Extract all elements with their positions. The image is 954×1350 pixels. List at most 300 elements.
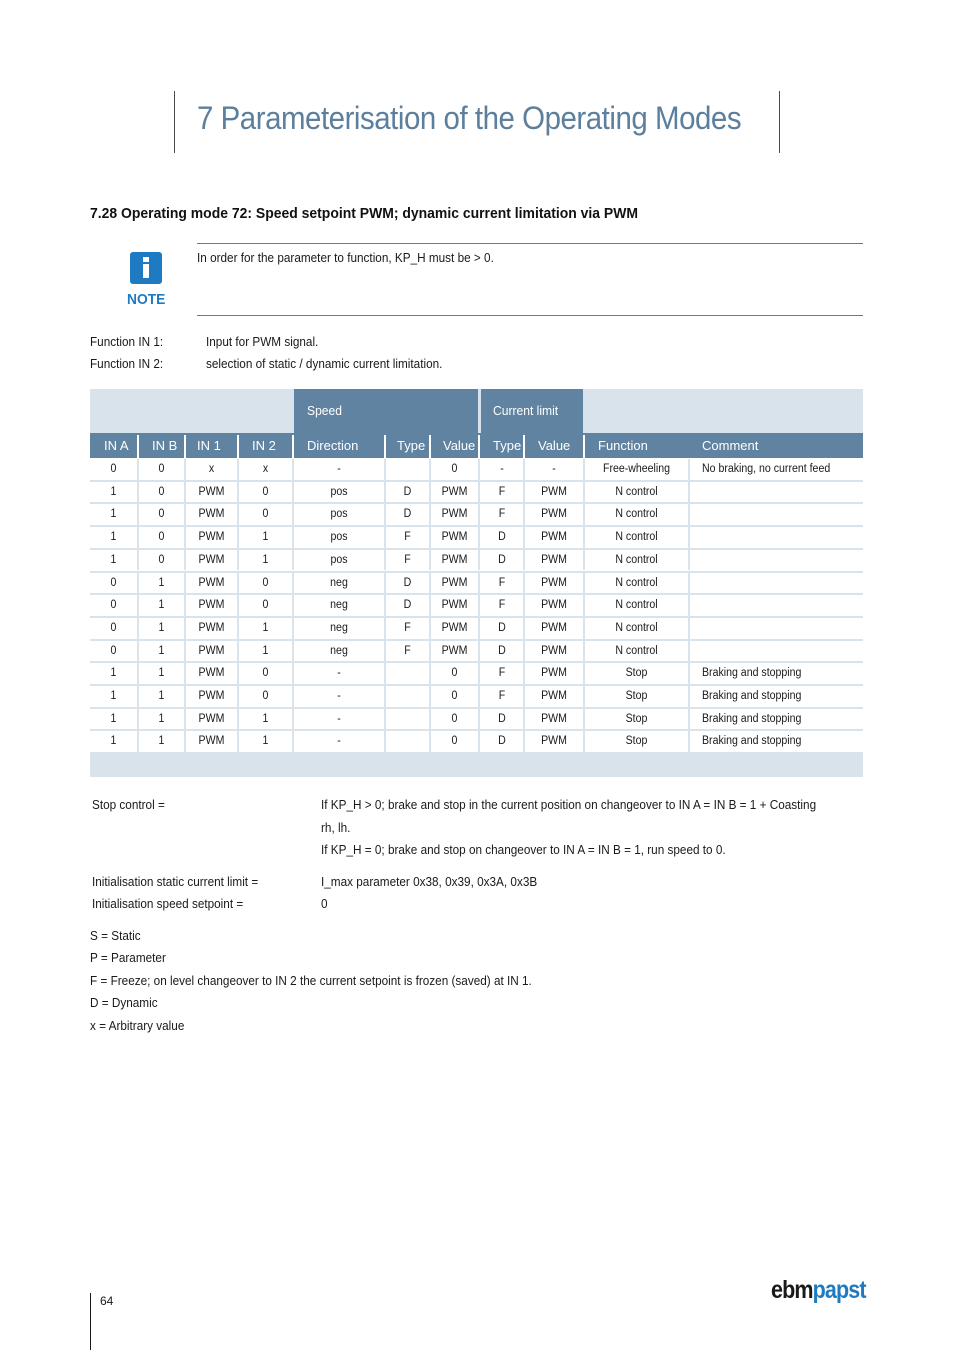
row-divider bbox=[90, 548, 863, 550]
cell-separator bbox=[137, 641, 139, 662]
table-cell: 1 bbox=[110, 485, 117, 498]
cell-separator bbox=[237, 527, 239, 548]
table-cell: neg bbox=[330, 621, 348, 634]
table-cell: Braking and stopping bbox=[702, 735, 802, 748]
table-cell: PWM bbox=[541, 553, 567, 566]
cell-separator bbox=[292, 731, 294, 752]
table-cell: 0 bbox=[451, 463, 458, 475]
speed-group-label: Speed bbox=[307, 403, 342, 418]
table-cell: PWM bbox=[198, 735, 225, 748]
cell-separator bbox=[583, 482, 585, 503]
table-cell: 1 bbox=[262, 644, 269, 657]
table-cell: Braking and stopping bbox=[702, 667, 802, 680]
table-cell: PWM bbox=[441, 576, 468, 589]
cell-separator bbox=[688, 482, 690, 503]
cell-separator bbox=[384, 504, 386, 525]
cell-separator bbox=[237, 595, 239, 616]
table-cell: PWM bbox=[198, 485, 225, 498]
cell-separator bbox=[292, 550, 294, 571]
table-cell: Stop bbox=[625, 712, 648, 725]
cell-separator bbox=[137, 482, 139, 503]
cell-separator bbox=[184, 595, 186, 616]
cell-separator bbox=[688, 709, 690, 730]
cell-separator bbox=[384, 618, 386, 639]
column-separator bbox=[523, 435, 525, 458]
cell-separator bbox=[478, 731, 480, 752]
cell-separator bbox=[237, 618, 239, 639]
column-separator bbox=[184, 435, 186, 458]
legend-item: x = Arbitrary value bbox=[90, 1019, 185, 1033]
column-header: Value bbox=[443, 438, 476, 453]
section-heading: 7.28 Operating mode 72: Speed setpoint PWM; dynamic current limitation via PWM bbox=[90, 205, 639, 222]
cell-separator bbox=[292, 595, 294, 616]
table-cell: PWM bbox=[198, 553, 225, 566]
column-header: Direction bbox=[307, 438, 359, 453]
table-cell: Braking and stopping bbox=[702, 690, 802, 702]
info-icon bbox=[130, 252, 162, 284]
function-value: Input for PWM signal. bbox=[206, 335, 319, 349]
table-cell: PWM bbox=[541, 508, 567, 521]
table-cell: PWM bbox=[198, 621, 225, 634]
cell-separator bbox=[237, 504, 239, 525]
table-cell: PWM bbox=[541, 667, 567, 680]
row-divider bbox=[90, 502, 863, 504]
cell-separator bbox=[384, 459, 386, 480]
note-rule-bottom bbox=[197, 315, 863, 316]
cell-separator bbox=[292, 482, 294, 503]
table-cell: No braking, no current feed bbox=[702, 463, 831, 475]
table-cell: PWM bbox=[198, 576, 225, 589]
legend-item: P = Parameter bbox=[90, 951, 166, 965]
cell-separator bbox=[137, 595, 139, 616]
table-cell: 1 bbox=[262, 712, 269, 725]
table-cell: F bbox=[404, 644, 411, 657]
cell-separator bbox=[429, 504, 431, 525]
cell-separator bbox=[184, 686, 186, 707]
cell-separator bbox=[429, 482, 431, 503]
cell-separator bbox=[292, 573, 294, 594]
cell-separator bbox=[184, 641, 186, 662]
page-margin-bar bbox=[90, 1293, 91, 1350]
table-cell: PWM bbox=[441, 599, 468, 612]
row-divider bbox=[90, 616, 863, 618]
cell-separator bbox=[478, 595, 480, 616]
cell-separator bbox=[523, 618, 525, 639]
table-cell: 0 bbox=[110, 463, 117, 475]
definition-value-line: If KP_H = 0; brake and stop on changeover to IN A = IN B = 1, run speed to 0. bbox=[321, 843, 726, 857]
definition-label-speed-setpoint: Initialisation speed setpoint = bbox=[92, 897, 244, 911]
cell-separator bbox=[384, 573, 386, 594]
cell-separator bbox=[688, 527, 690, 548]
cell-separator bbox=[523, 595, 525, 616]
table-cell: pos bbox=[330, 553, 348, 566]
row-divider bbox=[90, 729, 863, 731]
table-cell: D bbox=[498, 553, 506, 566]
table-cell: pos bbox=[330, 485, 348, 498]
cell-separator bbox=[237, 573, 239, 594]
cell-separator bbox=[688, 504, 690, 525]
cell-separator bbox=[184, 504, 186, 525]
cell-separator bbox=[429, 731, 431, 752]
cell-separator bbox=[429, 550, 431, 571]
table-cell: 1 bbox=[262, 735, 269, 748]
column-header: IN 2 bbox=[252, 438, 276, 453]
cell-separator bbox=[384, 550, 386, 571]
cell-separator bbox=[478, 686, 480, 707]
table-cell: 1 bbox=[158, 599, 165, 612]
table-cell: 0 bbox=[451, 712, 458, 725]
cell-separator bbox=[583, 573, 585, 594]
cell-separator bbox=[429, 573, 431, 594]
table-cell: 0 bbox=[158, 531, 165, 544]
cell-separator bbox=[688, 595, 690, 616]
table-cell: PWM bbox=[198, 508, 225, 521]
table-cell: 0 bbox=[158, 485, 165, 498]
cell-separator bbox=[384, 482, 386, 503]
cell-separator bbox=[429, 641, 431, 662]
function-label: Function IN 2: bbox=[90, 357, 164, 371]
table-cell: D bbox=[498, 621, 506, 634]
cell-separator bbox=[292, 459, 294, 480]
page-number: 64 bbox=[100, 1294, 114, 1308]
table-cell: N control bbox=[615, 644, 658, 657]
definition-label-stop-control: Stop control = bbox=[92, 798, 165, 812]
cell-separator bbox=[137, 731, 139, 752]
cell-separator bbox=[478, 709, 480, 730]
cell-separator bbox=[583, 504, 585, 525]
cell-separator bbox=[478, 663, 480, 684]
table-cell: PWM bbox=[198, 712, 225, 725]
table-cell: 1 bbox=[110, 667, 117, 680]
cell-separator bbox=[184, 663, 186, 684]
cell-separator bbox=[184, 618, 186, 639]
table-cell: 1 bbox=[158, 621, 165, 634]
cell-separator bbox=[184, 482, 186, 503]
definition-value-line: If KP_H > 0; brake and stop in the current position on changeover to IN A = IN B = 1 + Coasting bbox=[321, 798, 817, 812]
definition-label-static-current: Initialisation static current limit = bbox=[92, 875, 259, 889]
table-cell: D bbox=[498, 531, 506, 544]
table-cell: F bbox=[498, 690, 506, 702]
cell-separator bbox=[292, 709, 294, 730]
table-cell: N control bbox=[615, 621, 658, 634]
table-cell: 0 bbox=[158, 508, 165, 521]
cell-separator bbox=[478, 641, 480, 662]
cell-separator bbox=[184, 573, 186, 594]
table-cell: Free-wheeling bbox=[602, 463, 671, 475]
table-cell: 0 bbox=[110, 599, 117, 612]
table-cell: F bbox=[498, 576, 506, 589]
column-separator bbox=[478, 435, 480, 458]
cell-separator bbox=[137, 663, 139, 684]
chapter-title: 7 Parameterisation of the Operating Modes bbox=[197, 100, 742, 136]
cell-separator bbox=[384, 686, 386, 707]
legend-item: D = Dynamic bbox=[90, 996, 158, 1010]
table-cell: F bbox=[404, 621, 411, 634]
table-cell: PWM bbox=[441, 621, 468, 634]
cell-separator bbox=[429, 686, 431, 707]
column-header: IN 1 bbox=[197, 438, 221, 453]
cell-separator bbox=[583, 709, 585, 730]
table-cell: PWM bbox=[541, 531, 567, 544]
table-cell: N control bbox=[615, 508, 658, 521]
cell-separator bbox=[523, 482, 525, 503]
table-cell: 1 bbox=[158, 690, 165, 702]
row-divider bbox=[90, 593, 863, 595]
table-cell: - bbox=[337, 712, 341, 725]
note-rule-top bbox=[197, 243, 863, 244]
table-cell: 0 bbox=[110, 644, 117, 657]
column-header: Function bbox=[598, 438, 648, 453]
cell-separator bbox=[429, 618, 431, 639]
table-cell: x bbox=[262, 463, 269, 475]
table-cell: F bbox=[498, 667, 506, 680]
definition-value-line: I_max parameter 0x38, 0x39, 0x3A, 0x3B bbox=[321, 875, 538, 889]
cell-separator bbox=[384, 641, 386, 662]
table-cell: N control bbox=[615, 576, 658, 589]
legend-item: F = Freeze; on level changeover to IN 2 the current setpoint is frozen (saved) at IN 1. bbox=[90, 974, 532, 988]
cell-separator bbox=[292, 663, 294, 684]
cell-separator bbox=[688, 663, 690, 684]
cell-separator bbox=[523, 686, 525, 707]
cell-separator bbox=[583, 595, 585, 616]
table-cell: neg bbox=[330, 644, 348, 657]
cell-separator bbox=[478, 527, 480, 548]
table-cell: - bbox=[500, 463, 504, 475]
function-label: Function IN 1: bbox=[90, 335, 164, 349]
cell-separator bbox=[523, 573, 525, 594]
definition-value-line: 0 bbox=[321, 897, 328, 911]
logo-part-ebm: ebm bbox=[771, 1276, 813, 1304]
cell-separator bbox=[184, 459, 186, 480]
cell-separator bbox=[688, 641, 690, 662]
row-divider bbox=[90, 525, 863, 527]
brand-logo bbox=[771, 1276, 866, 1305]
cell-separator bbox=[688, 618, 690, 639]
row-divider bbox=[90, 571, 863, 573]
table-cell: D bbox=[498, 712, 506, 725]
table-cell: 0 bbox=[262, 667, 269, 680]
cell-separator bbox=[688, 459, 690, 480]
table-cell: 1 bbox=[158, 576, 165, 589]
cell-separator bbox=[292, 504, 294, 525]
cell-separator bbox=[429, 709, 431, 730]
table-cell: D bbox=[498, 735, 506, 748]
column-separator bbox=[429, 435, 431, 458]
table-cell: D bbox=[403, 485, 412, 498]
table-cell: neg bbox=[330, 599, 348, 612]
table-cell: PWM bbox=[541, 599, 567, 612]
legend-item: S = Static bbox=[90, 929, 141, 943]
table-cell: 0 bbox=[158, 463, 165, 475]
cell-separator bbox=[384, 731, 386, 752]
note-label: NOTE bbox=[127, 291, 166, 308]
cell-separator bbox=[478, 573, 480, 594]
table-cell: PWM bbox=[198, 599, 225, 612]
cell-separator bbox=[583, 641, 585, 662]
table-cell: N control bbox=[615, 531, 658, 544]
cell-separator bbox=[137, 709, 139, 730]
table-cell: 1 bbox=[110, 531, 117, 544]
cell-separator bbox=[137, 459, 139, 480]
cell-separator bbox=[292, 618, 294, 639]
column-header: IN B bbox=[152, 438, 178, 453]
cell-separator bbox=[137, 527, 139, 548]
cell-separator bbox=[237, 550, 239, 571]
row-divider bbox=[90, 661, 863, 663]
table-cell: 0 bbox=[451, 735, 458, 748]
cell-separator bbox=[184, 731, 186, 752]
table-cell: PWM bbox=[541, 712, 567, 725]
cell-separator bbox=[384, 709, 386, 730]
cell-separator bbox=[429, 663, 431, 684]
cell-separator bbox=[137, 550, 139, 571]
cell-separator bbox=[184, 709, 186, 730]
table-cell: 1 bbox=[262, 553, 269, 566]
cell-separator bbox=[237, 709, 239, 730]
cell-separator bbox=[688, 573, 690, 594]
table-cell: 1 bbox=[158, 667, 165, 680]
table-cell: - bbox=[337, 735, 341, 748]
table-cell: PWM bbox=[541, 621, 567, 634]
table-cell: 1 bbox=[110, 553, 117, 566]
table-cell: D bbox=[403, 508, 412, 521]
table-cell: 0 bbox=[110, 576, 117, 589]
table-cell: PWM bbox=[198, 690, 225, 702]
table-cell: N control bbox=[615, 485, 658, 498]
table-cell: F bbox=[498, 599, 506, 612]
logo-part-papst: papst bbox=[812, 1276, 866, 1304]
cell-separator bbox=[478, 459, 480, 480]
table-cell: PWM bbox=[441, 644, 468, 657]
column-separator bbox=[384, 435, 386, 458]
cell-separator bbox=[137, 618, 139, 639]
cell-separator bbox=[583, 618, 585, 639]
table-cell: Stop bbox=[625, 735, 648, 748]
cell-separator bbox=[184, 550, 186, 571]
table-cell: 0 bbox=[262, 485, 269, 498]
cell-separator bbox=[429, 459, 431, 480]
cell-separator bbox=[523, 709, 525, 730]
cell-separator bbox=[523, 527, 525, 548]
column-header: Comment bbox=[702, 438, 759, 453]
row-divider bbox=[90, 684, 863, 686]
function-value: selection of static / dynamic current limitation. bbox=[206, 357, 443, 371]
table-cell: pos bbox=[330, 531, 348, 544]
table-cell: F bbox=[498, 485, 506, 498]
cell-separator bbox=[137, 504, 139, 525]
current-limit-group-label: Current limit bbox=[493, 403, 559, 418]
table-cell: PWM bbox=[198, 531, 225, 544]
column-header: IN A bbox=[104, 438, 129, 453]
table-cell: PWM bbox=[441, 553, 468, 566]
table-cell: 0 bbox=[262, 508, 269, 521]
column-header: Value bbox=[538, 438, 571, 453]
cell-separator bbox=[429, 527, 431, 548]
cell-separator bbox=[523, 641, 525, 662]
cell-separator bbox=[137, 686, 139, 707]
table-cell: - bbox=[552, 463, 556, 475]
table-cell: - bbox=[337, 667, 341, 680]
cell-separator bbox=[523, 731, 525, 752]
column-separator bbox=[583, 435, 585, 458]
column-header: Type bbox=[493, 438, 522, 453]
cell-separator bbox=[292, 641, 294, 662]
cell-separator bbox=[583, 731, 585, 752]
column-separator bbox=[137, 435, 139, 458]
cell-separator bbox=[292, 686, 294, 707]
cell-separator bbox=[478, 482, 480, 503]
table-cell: 0 bbox=[451, 667, 458, 680]
table-cell: PWM bbox=[198, 667, 225, 680]
cell-separator bbox=[583, 459, 585, 480]
table-cell: Stop bbox=[625, 690, 648, 702]
cell-separator bbox=[384, 663, 386, 684]
cell-separator bbox=[184, 527, 186, 548]
table-cell: PWM bbox=[541, 735, 567, 748]
table-cell: 1 bbox=[110, 508, 117, 521]
table-cell: PWM bbox=[541, 644, 567, 657]
cell-separator bbox=[583, 527, 585, 548]
table-cell: 0 bbox=[262, 690, 269, 702]
table-cell: 0 bbox=[262, 599, 269, 612]
row-divider bbox=[90, 639, 863, 641]
row-divider bbox=[90, 707, 863, 709]
cell-separator bbox=[237, 731, 239, 752]
cell-separator bbox=[523, 504, 525, 525]
definition-value-line: rh, lh. bbox=[321, 821, 351, 835]
cell-separator bbox=[237, 663, 239, 684]
table-cell: x bbox=[208, 463, 215, 475]
cell-separator bbox=[583, 663, 585, 684]
table-cell: 1 bbox=[262, 531, 269, 544]
column-separator bbox=[292, 435, 294, 458]
table-cell: D bbox=[403, 576, 412, 589]
table-cell: 1 bbox=[158, 644, 165, 657]
table-cell: 1 bbox=[110, 735, 117, 748]
cell-separator bbox=[478, 618, 480, 639]
table-cell: 0 bbox=[451, 690, 458, 702]
cell-separator bbox=[429, 595, 431, 616]
table-cell: 1 bbox=[110, 690, 117, 702]
table-cell: F bbox=[404, 531, 411, 544]
cell-separator bbox=[523, 459, 525, 480]
note-text: In order for the parameter to function, KP_H must be > 0. bbox=[197, 251, 494, 265]
table-cell: PWM bbox=[541, 690, 567, 702]
cell-separator bbox=[384, 527, 386, 548]
table-cell: pos bbox=[330, 508, 348, 521]
cell-separator bbox=[237, 459, 239, 480]
table-cell: N control bbox=[615, 599, 658, 612]
table-cell: PWM bbox=[441, 508, 468, 521]
table-cell: neg bbox=[330, 576, 348, 589]
cell-separator bbox=[478, 550, 480, 571]
cell-separator bbox=[237, 641, 239, 662]
table-cell: 1 bbox=[158, 712, 165, 725]
table-cell: PWM bbox=[541, 485, 567, 498]
chapter-divider-right bbox=[779, 91, 780, 153]
table-cell: PWM bbox=[441, 531, 468, 544]
table-cell: 0 bbox=[158, 553, 165, 566]
cell-separator bbox=[384, 595, 386, 616]
cell-separator bbox=[583, 550, 585, 571]
table-cell: F bbox=[498, 508, 506, 521]
column-header: Type bbox=[397, 438, 426, 453]
table-cell: PWM bbox=[441, 485, 468, 498]
cell-separator bbox=[137, 573, 139, 594]
cell-separator bbox=[583, 686, 585, 707]
cell-separator bbox=[237, 482, 239, 503]
cell-separator bbox=[478, 504, 480, 525]
